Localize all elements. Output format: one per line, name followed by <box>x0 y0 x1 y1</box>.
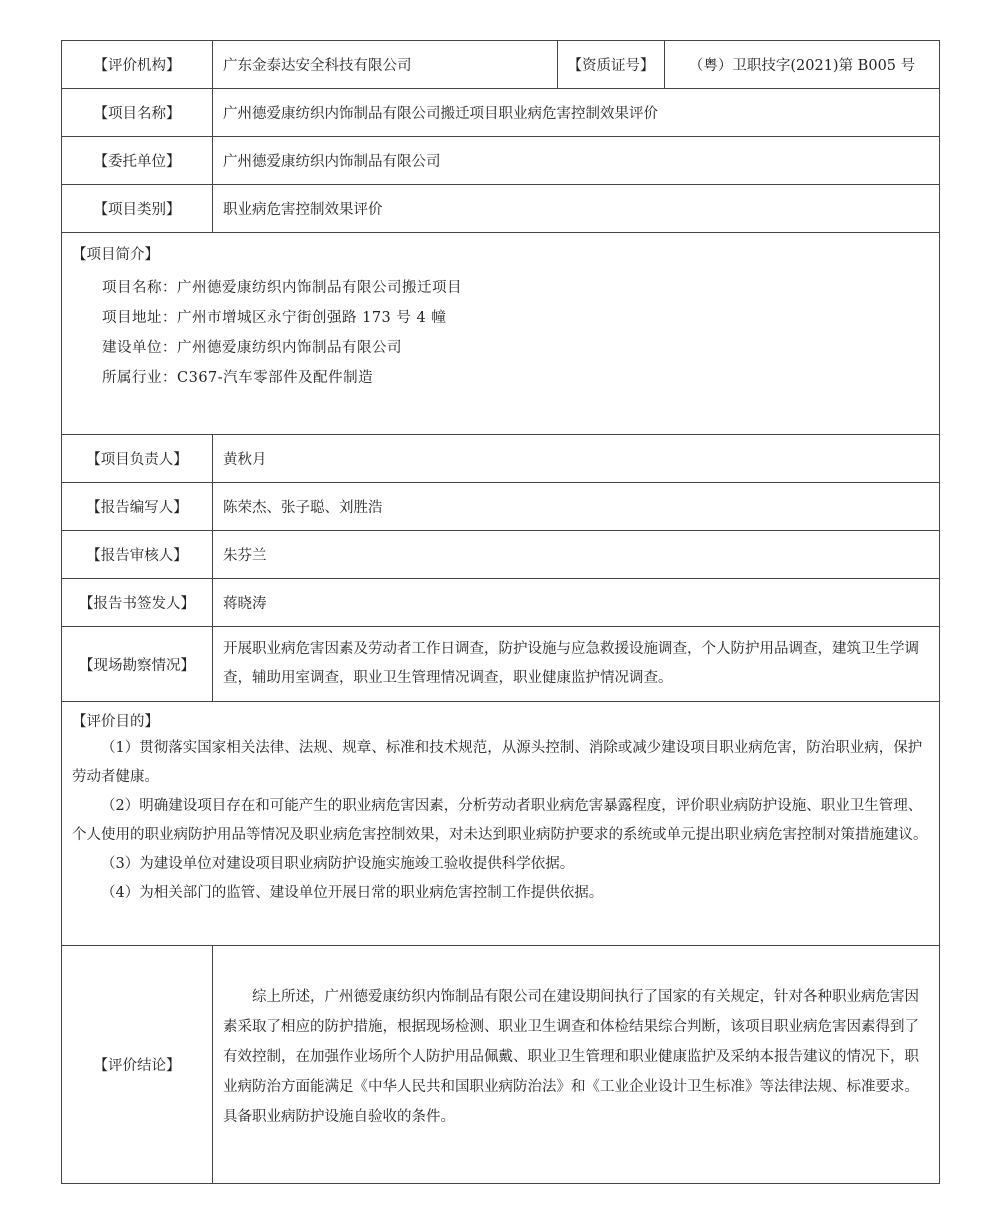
purpose-title: 【评价目的】 <box>72 714 159 730</box>
leader-value: 黄秋月 <box>213 435 940 483</box>
survey-label: 【现场勘察情况】 <box>62 627 213 702</box>
purpose-item-2: （2）明确建设项目存在和可能产生的职业病危害因素，分析劳动者职业病危害暴露程度，评价职业病防护设施、职业卫生管理、个人使用的职业病防护用品等情况及职业病危害控制效果，对未达到职业病防护要求的系统或单元提出职业病危害控制对策措施建议。 <box>72 798 928 843</box>
report-summary-page <box>61 40 939 1184</box>
signer-row <box>62 579 940 627</box>
org-value: 广东金泰达安全科技有限公司 <box>213 41 558 89</box>
conclusion-cell <box>213 946 940 1184</box>
purpose-cell <box>62 702 940 946</box>
conclusion-row <box>62 946 940 1184</box>
category-value: 职业病危害控制效果评价 <box>213 185 940 233</box>
writers-row <box>62 483 940 531</box>
conclusion-text: 综上所述，广州德爱康纺织内饰制品有限公司在建设期间执行了国家的有关规定，针对各种职业病危害因素采取了相应的防护措施，根据现场检测、职业卫生调查和体检结果综合判断，该项目职业病危害因素得到了有效控制，在加强作业场所个人防护用品佩戴、职业卫生管理和职业健康监护及采纳本报告建议的情况下，职业病防治方面能满足《中华人民共和国职业病防治法》和《工业企业设计卫生标准》等法律法规、标准要求。具备职业病防护设施自验收的条件。 <box>223 989 919 1125</box>
reviewer-value: 朱芬兰 <box>213 531 940 579</box>
purpose-row <box>62 702 940 946</box>
org-row <box>62 41 940 89</box>
intro-line-industry: 所属行业：C367-汽车零部件及配件制造 <box>102 370 374 386</box>
category-row <box>62 185 940 233</box>
reviewer-row <box>62 531 940 579</box>
cert-label: 【资质证号】 <box>558 41 665 89</box>
project-name-label: 【项目名称】 <box>62 89 213 137</box>
leader-label: 【项目负责人】 <box>62 435 213 483</box>
intro-row <box>62 233 940 435</box>
category-label: 【项目类别】 <box>62 185 213 233</box>
cert-value: （粤）卫职技字(2021)第 B005 号 <box>665 41 940 89</box>
survey-value: 开展职业病危害因素及劳动者工作日调查，防护设施与应急救援设施调查，个人防护用品调查，建筑卫生学调查，辅助用室调查，职业卫生管理情况调查，职业健康监护情况调查。 <box>213 627 940 702</box>
reviewer-label: 【报告审核人】 <box>62 531 213 579</box>
survey-row <box>62 627 940 702</box>
purpose-item-1: （1）贯彻落实国家相关法律、法规、规章、标准和技术规范，从源头控制、消除或减少建设项目职业病危害，防治职业病，保护劳动者健康。 <box>72 740 923 785</box>
leader-row <box>62 435 940 483</box>
org-label: 【评价机构】 <box>62 41 213 89</box>
intro-title: 【项目简介】 <box>72 247 159 263</box>
writers-label: 【报告编写人】 <box>62 483 213 531</box>
intro-cell <box>62 233 940 435</box>
intro-line-project-name: 项目名称：广州德爱康纺织内饰制品有限公司搬迁项目 <box>102 280 462 296</box>
client-label: 【委托单位】 <box>62 137 213 185</box>
client-value: 广州德爱康纺织内饰制品有限公司 <box>213 137 940 185</box>
client-row <box>62 137 940 185</box>
conclusion-label: 【评价结论】 <box>62 946 213 1184</box>
summary-table <box>61 40 940 1184</box>
project-name-row <box>62 89 940 137</box>
purpose-item-3: （3）为建设单位对建设项目职业病防护设施实施竣工验收提供科学依据。 <box>101 856 575 872</box>
intro-line-address: 项目地址：广州市增城区永宁街创强路 173 号 4 幢 <box>102 310 447 326</box>
signer-value: 蒋晓涛 <box>213 579 940 627</box>
purpose-item-4: （4）为相关部门的监管、建设单位开展日常的职业病危害控制工作提供依据。 <box>101 885 604 901</box>
project-name-value: 广州德爱康纺织内饰制品有限公司搬迁项目职业病危害控制效果评价 <box>213 89 940 137</box>
intro-line-builder: 建设单位：广州德爱康纺织内饰制品有限公司 <box>102 340 402 356</box>
writers-value: 陈荣杰、张子聪、刘胜浩 <box>213 483 940 531</box>
signer-label: 【报告书签发人】 <box>62 579 213 627</box>
